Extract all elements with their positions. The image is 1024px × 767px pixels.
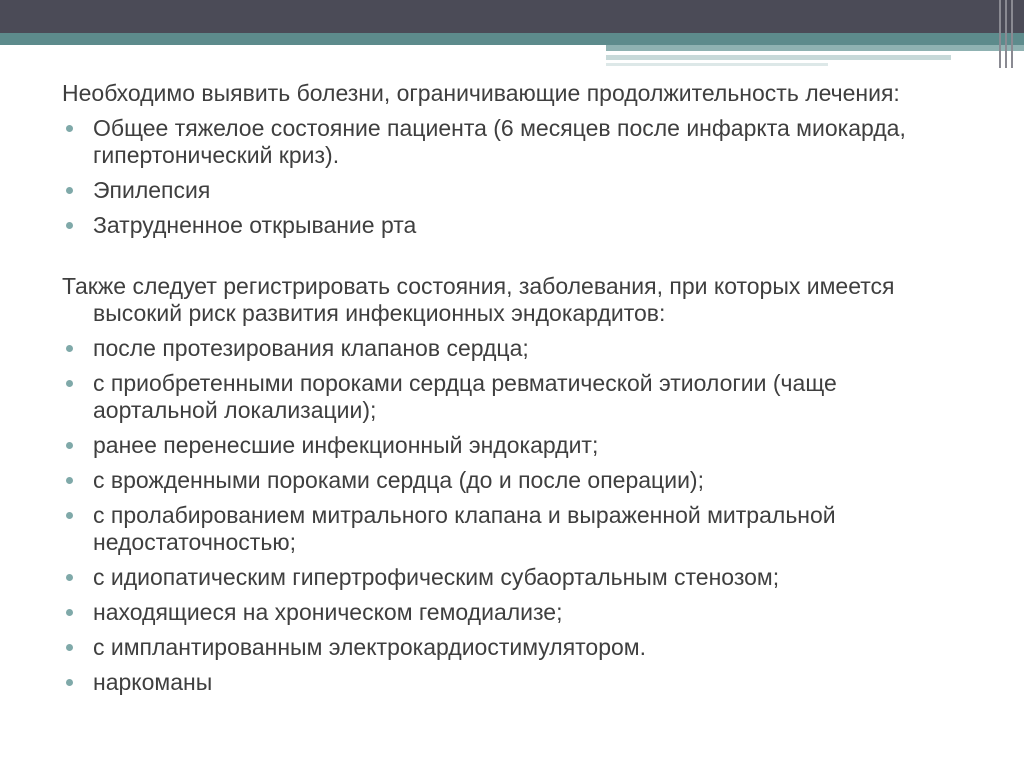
list-item-text: с врожденными пороками сердца (до и после операции); [93, 467, 704, 493]
list-item [62, 564, 962, 591]
bullet-icon [66, 125, 73, 132]
bullet-icon [66, 477, 73, 484]
limiting-diseases-list [62, 115, 962, 239]
list-item-text: Эпилепсия [93, 177, 211, 203]
bullet-icon [66, 609, 73, 616]
list-item [62, 335, 962, 362]
list-item [62, 212, 962, 239]
risk-paragraph: Также следует регистрировать состояния, заболевания, при которых имеется высокий риск развития инфекционных эндокардитов: [62, 273, 895, 326]
bullet-icon [66, 442, 73, 449]
list-item [62, 115, 962, 169]
bullet-icon [66, 380, 73, 387]
bullet-icon [66, 644, 73, 651]
header-light-stripe [606, 45, 1024, 51]
bullet-icon [66, 679, 73, 686]
list-item [62, 370, 962, 424]
bullet-icon [66, 345, 73, 352]
endocarditis-risk-list [62, 335, 962, 696]
slide-content [62, 80, 962, 696]
bullet-icon [66, 512, 73, 519]
list-item [62, 634, 962, 661]
list-item-text: с имплантированным электрокардиостимулятором. [93, 634, 647, 660]
intro-paragraph: Необходимо выявить болезни, ограничивающие продолжительность лечения: [62, 80, 900, 106]
list-item-text: с приобретенными пороками сердца ревматической этиологии (чаще аортальной локализации); [93, 370, 837, 423]
list-item-text: с пролабированием митрального клапана и выраженной митральной недостаточностью; [93, 502, 836, 555]
list-item-text: после протезирования клапанов сердца; [93, 335, 529, 361]
list-item-text: Затрудненное открывание рта [93, 212, 417, 238]
header-pale-stripe [606, 55, 951, 60]
list-item-text: Общее тяжелое состояние пациента (6 месяцев после инфаркта миокарда, гипертонический криз). [93, 115, 906, 168]
list-item [62, 502, 962, 556]
list-item [62, 467, 962, 494]
header-dark-stripe [0, 0, 1024, 33]
header-teal-stripe [0, 33, 1024, 45]
bullet-icon [66, 574, 73, 581]
list-item [62, 177, 962, 204]
header-vertical-line [999, 0, 1001, 68]
list-item-text: находящиеся на хроническом гемодиализе; [93, 599, 563, 625]
header-pale-stripe-2 [606, 63, 828, 66]
bullet-icon [66, 187, 73, 194]
list-item [62, 432, 962, 459]
list-item-text: ранее перенесшие инфекционный эндокардит; [93, 432, 599, 458]
header-vertical-line [1005, 0, 1007, 68]
list-item-text: наркоманы [93, 669, 213, 695]
list-item [62, 669, 962, 696]
header-vertical-line [1011, 0, 1013, 68]
list-item-text: с идиопатическим гипертрофическим субаортальным стенозом; [93, 564, 780, 590]
bullet-icon [66, 222, 73, 229]
list-item [62, 599, 962, 626]
